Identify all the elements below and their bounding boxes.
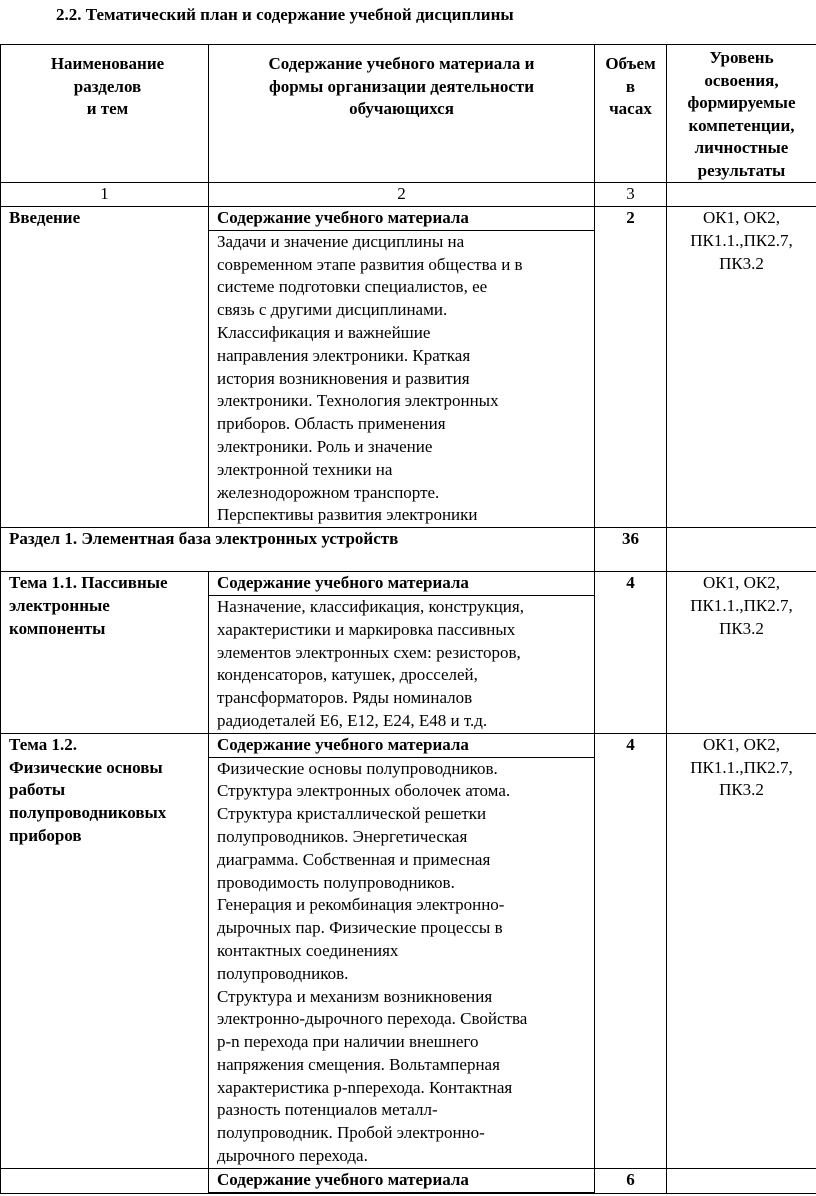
- content-line: напряжения смещения. Вольтамперная: [217, 1054, 500, 1074]
- competence-cell: [667, 207, 816, 528]
- header-name: [1, 45, 209, 183]
- competence-line: ОК1, ОК2,: [703, 573, 780, 593]
- header-competence-line: освоения,: [704, 70, 779, 90]
- content-line: трансформаторов. Ряды номиналов: [217, 688, 473, 708]
- header-content-line: обучающихся: [349, 99, 454, 118]
- content-line: характеристика p-nперехода. Контактная: [217, 1077, 513, 1097]
- content-line: история возникновения и развития: [217, 368, 470, 388]
- header-competence-line: результаты: [697, 160, 786, 180]
- competence-cell: [667, 733, 816, 1168]
- section-competence-empty: [667, 528, 816, 572]
- content-block: [209, 207, 594, 527]
- content-line: системе подготовки специалистов, ее: [217, 277, 488, 297]
- content-line: железнодорожном транспорте.: [217, 482, 440, 502]
- content-text: [209, 595, 594, 732]
- competence-line: ПК1.1.,ПК2.7,: [690, 595, 793, 615]
- content-line: полупроводников. Энергетическая: [217, 826, 468, 846]
- topic-name-line: приборов: [9, 825, 82, 845]
- header-competence-line: компетенции,: [688, 115, 795, 135]
- competence-line: ПК3.2: [719, 253, 764, 273]
- header-name-line: разделов: [73, 76, 142, 96]
- content-line: проводимость полупроводников.: [217, 872, 455, 892]
- content-title: Содержание учебного материала: [209, 207, 594, 230]
- header-competence-line: личностные: [694, 138, 789, 157]
- content-line: приборов. Область применения: [217, 414, 446, 434]
- content-title: Содержание учебного материала: [209, 572, 594, 595]
- hours-cell: 4: [595, 733, 667, 1168]
- content-line: Структура кристаллической решетки: [217, 804, 487, 824]
- content-line: Перспективы развития электроники: [217, 505, 478, 525]
- table-row: [1, 733, 816, 1168]
- content-text: [209, 230, 594, 527]
- column-number: 2: [209, 183, 595, 207]
- topic-name-line: работы: [9, 780, 66, 800]
- content-block: [209, 734, 594, 1168]
- topic-name: [1, 207, 209, 528]
- header-competence-line: формируемые: [687, 93, 796, 112]
- content-title: Содержание учебного материала: [209, 1169, 594, 1192]
- content-line: полупроводник. Пробой электронно-: [217, 1123, 485, 1143]
- header-competence-line: Уровень: [709, 48, 774, 67]
- header-content-line: Содержание учебного материала и: [268, 54, 535, 73]
- content-line: элементов электронных схем: резисторов,: [217, 642, 521, 662]
- topic-name-line: полупроводниковых: [9, 803, 167, 823]
- topic-name-line: Тема 1.2.: [9, 734, 77, 754]
- content-block: [209, 1169, 594, 1193]
- header-hours-line: в: [625, 76, 636, 96]
- header-name-line: Наименование: [50, 54, 165, 73]
- topic-name-line: Физические основы: [9, 757, 163, 777]
- content-text: [209, 757, 594, 1168]
- header-content-line: формы организации деятельности: [268, 76, 535, 96]
- content-line: электронно-дырочного перехода. Свойства: [217, 1009, 528, 1029]
- content-line: p-n перехода при наличии внешнего: [217, 1032, 479, 1052]
- topic-content: [209, 207, 595, 528]
- content-line: радиодеталей Е6, Е12, Е24, Е48 и т.д.: [217, 710, 488, 730]
- header-name-line: и тем: [86, 99, 129, 118]
- topic-content: [209, 1168, 595, 1193]
- header-competence: [667, 45, 816, 183]
- page-title: 2.2. Тематический план и содержание учебной дисциплины: [56, 5, 514, 24]
- topic-name-line: компоненты: [9, 618, 106, 638]
- content-line: дырочных пар. Физические процессы в: [217, 918, 503, 938]
- hours-cell: 4: [595, 572, 667, 734]
- topic-name: [1, 733, 209, 1168]
- competence-line: ОК1, ОК2,: [703, 734, 780, 754]
- topic-name-line: Введение: [9, 208, 81, 227]
- hours-cell: 6: [595, 1168, 667, 1193]
- competence-line: ОК1, ОК2,: [703, 208, 780, 227]
- thematic-plan-table: [0, 44, 816, 1194]
- content-line: конденсаторов, катушек, дросселей,: [217, 665, 478, 685]
- table-row: [1, 572, 816, 734]
- topic-name-line: Тема 1.1. Пассивные: [9, 573, 168, 593]
- content-line: характеристики и маркировка пассивных: [217, 619, 516, 639]
- content-line: направления электроники. Краткая: [217, 345, 471, 365]
- topic-name-line: электронные: [9, 595, 110, 615]
- column-number: [667, 183, 816, 207]
- competence-line: ПК3.2: [719, 618, 764, 638]
- content-line: диаграмма. Собственная и примесная: [217, 849, 491, 869]
- content-line: Классификация и важнейшие: [217, 322, 431, 342]
- content-line: Структура электронных оболочек атома.: [217, 781, 511, 801]
- header-hours-line: Объем: [605, 54, 656, 73]
- topic-name: [1, 572, 209, 734]
- topic-content: [209, 572, 595, 734]
- header-row: [1, 45, 816, 183]
- header-hours-line: часах: [609, 99, 652, 118]
- content-line: связь с другими дисциплинами.: [217, 300, 448, 320]
- topic-content: [209, 733, 595, 1168]
- content-line: электроники. Технология электронных: [217, 391, 499, 411]
- competence-line: ПК1.1.,ПК2.7,: [690, 230, 793, 250]
- competence-cell: [667, 572, 816, 734]
- content-line: Задачи и значение дисциплины на: [217, 231, 465, 251]
- table-row: [1, 1168, 816, 1193]
- competence-line: ПК1.1.,ПК2.7,: [690, 757, 793, 777]
- header-content: [209, 45, 595, 183]
- content-line: разность потенциалов металл-: [217, 1100, 438, 1120]
- column-number: 1: [1, 183, 209, 207]
- table-row: [1, 207, 816, 528]
- content-line: Структура и механизм возникновения: [217, 986, 493, 1006]
- section-hours: 36: [595, 528, 667, 572]
- content-line: контактных соединениях: [217, 940, 399, 960]
- hours-cell: 2: [595, 207, 667, 528]
- content-line: Генерация и рекомбинация электронно-: [217, 895, 505, 915]
- column-numbers-row: [1, 183, 816, 207]
- content-title: Содержание учебного материала: [209, 734, 594, 757]
- column-number: 3: [595, 183, 667, 207]
- content-line: электроники. Роль и значение: [217, 436, 433, 456]
- section-title: Раздел 1. Элементная база электронных устройств: [1, 528, 595, 572]
- content-block: [209, 572, 594, 733]
- competence-line: ПК3.2: [719, 780, 764, 800]
- content-line: дырочного перехода.: [217, 1146, 368, 1166]
- content-line: электронной техники на: [217, 459, 393, 479]
- competence-cell: [667, 1168, 816, 1193]
- content-line: полупроводников.: [217, 963, 349, 983]
- content-line: Назначение, классификация, конструкция,: [217, 596, 524, 616]
- header-hours: [595, 45, 667, 183]
- content-line: современном этапе развития общества и в: [217, 254, 523, 274]
- section-row: [1, 528, 816, 572]
- content-line: Физические основы полупроводников.: [217, 758, 498, 778]
- topic-name: [1, 1168, 209, 1193]
